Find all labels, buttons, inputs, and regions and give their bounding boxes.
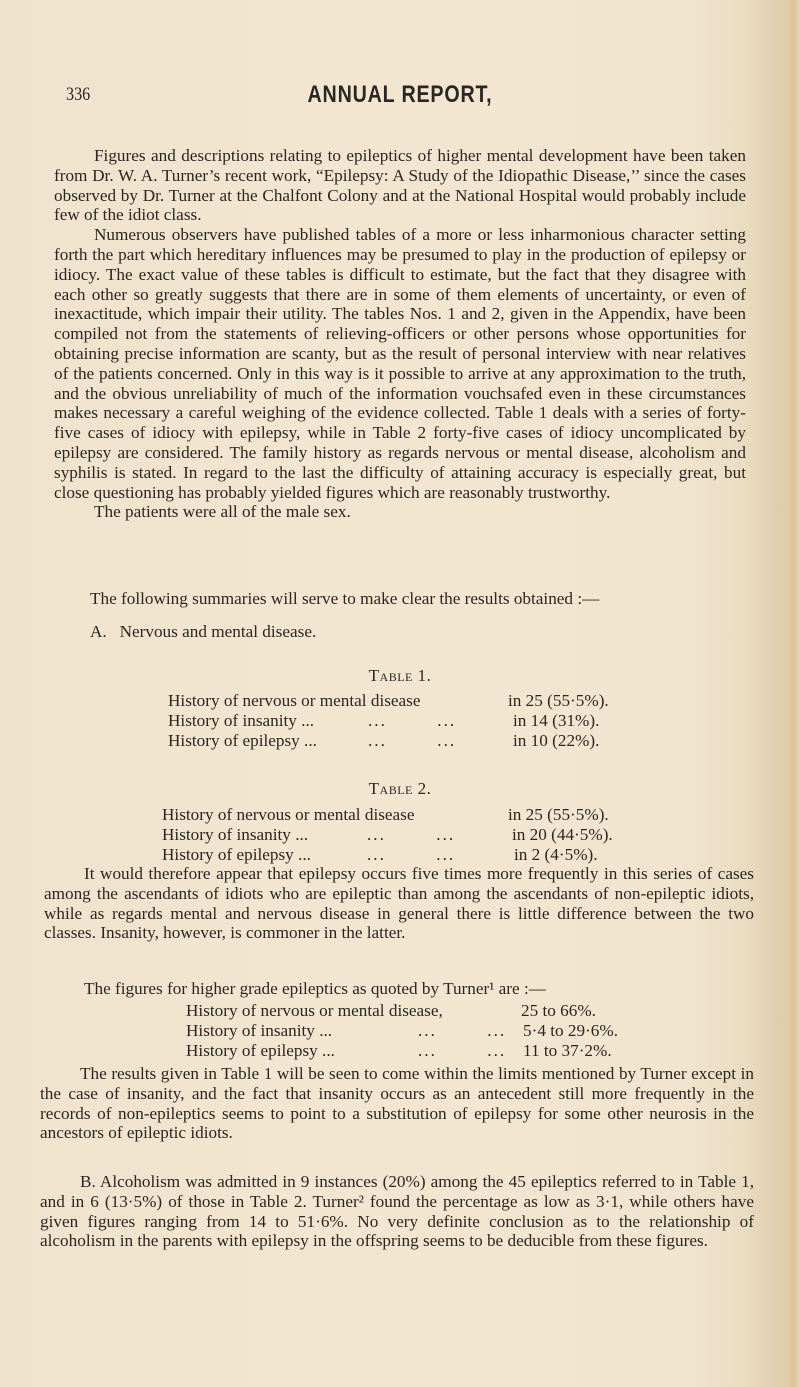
row-value: 5·4 to 29·6%. [523,1021,618,1040]
paragraph-results: The results given in Table 1 will be seen to come within the limits mentioned by Turner except in the case of insanity, and the fact that insanity occurs as an antecedent still more frequently in the records of non-epileptics seems to point to a substitution of epilepsy for some other neurosis in the ancestors of epileptic idiots. [40,1064,754,1143]
alcoholism-text [40,1172,754,1251]
row-label: History of insanity ... [162,825,309,844]
turner-figures-intro: The figures for higher grade epileptics as quoted by Turner¹ are :— [84,979,546,998]
table-2-title: Table 2. [368,779,432,798]
row-leader-dots: ... ... [368,731,457,750]
results-text [40,1064,754,1143]
summaries-intro: The following summaries will serve to make clear the results obtained :— [90,589,600,608]
comparison-text [44,864,754,943]
row-value: in 25 (55·5%). [508,805,609,824]
row-label: History of epilepsy ... [186,1041,335,1060]
page-number: 336 [66,84,91,105]
row-value: in 2 (4·5%). [514,845,598,864]
row-label: History of epilepsy ... [162,845,311,864]
paragraph-alcoholism: B. Alcoholism was admitted in 9 instances (20%) among the 45 epileptics referred to in Table 1, and in 6 (13·5%) of those in Table 2. Turner² found the percentage as low as 3·1, while others have given figures ranging from 14 to 51·6%. No very definite conclusion as to the relationship of alcoholism in the parents with epilepsy in the offspring seems to be deducible from these figures. [40,1172,754,1251]
row-label: History of nervous or mental disease [162,805,415,824]
row-leader-dots: ... ... [418,1021,507,1040]
row-leader-dots: ... ... [367,825,456,844]
table-1-title: Table 1. [368,666,432,685]
row-value: in 10 (22%). [513,731,600,750]
row-value: in 25 (55·5%). [508,691,609,710]
running-title: ANNUAL REPORT, [307,81,493,108]
row-value: in 20 (44·5%). [512,825,613,844]
row-label: History of insanity ... [186,1021,333,1040]
row-value: 11 to 37·2%. [523,1041,612,1060]
paragraph-turner-source: Figures and descriptions relating to epileptics of higher mental development have been taken from Dr. W. A. Turner’s recent work, “Epilepsy: A Study of the Idiopathic Disease,’’ since the cases observed by Dr. Turner at the Chalfont Colony and at the National Hospital would probably include few of the idiot class. [54,146,746,225]
section-a-heading: A. Nervous and mental disease. [90,622,317,641]
paragraph-comparison: It would therefore appear that epilepsy occurs five times more frequently in this series of cases among the ascendants of idiots who are epileptic than among the ascendants of non-epileptic idiots, while as regards mental and nervous disease in general there is little difference between the two classes. Insanity, however, is commoner in the latter. [44,864,754,943]
row-leader-dots: ... ... [368,711,457,730]
paragraph-male-sex: The patients were all of the male sex. [94,502,351,522]
row-value: in 14 (31%). [513,711,600,730]
row-leader-dots: ... ... [367,845,456,864]
page-header [0,81,800,124]
row-label: History of epilepsy ... [168,731,317,750]
row-label: History of insanity ... [168,711,315,730]
row-label: History of nervous or mental disease [168,691,421,710]
intro-text [54,146,746,522]
row-leader-dots: ... ... [418,1041,507,1060]
paragraph-hereditary-tables: Numerous observers have published tables of a more or less inharmonious character setting forth the part which hereditary influences may be presumed to play in the production of epilepsy or idiocy. The exact value of these tables is difficult to estimate, but the fact that they disagree with each other so greatly suggests that there are in some of them elements of uncertainty, or even of inexactitude, which impair their utility. The tables Nos. 1 and 2, given in the Appendix, have been compiled not from the statements of relieving-officers or other persons whose opportunities for obtaining precise information are scanty, but as the result of personal interview with near relatives of the patients concerned. Only in this way is it possible to arrive at any approximation to the truth, and the obvious unreliability of much of the information vouchsafed even in these circumstances makes necessary a careful weighing of the evidence collected. Table 1 deals with a series of forty-five cases of idiocy with epilepsy, while in Table 2 forty-five cases of idiocy uncomplicated by epilepsy are considered. The family history as regards nervous or mental disease, alcoholism and syphilis is stated. In regard to the last the difficulty of attaining accuracy is especially great, but close questioning has probably yielded figures which are reasonably trustworthy. [54,225,746,502]
row-label: History of nervous or mental disease, [186,1001,443,1020]
row-value: 25 to 66%. [521,1001,596,1020]
page-binding-edge [778,0,800,1387]
